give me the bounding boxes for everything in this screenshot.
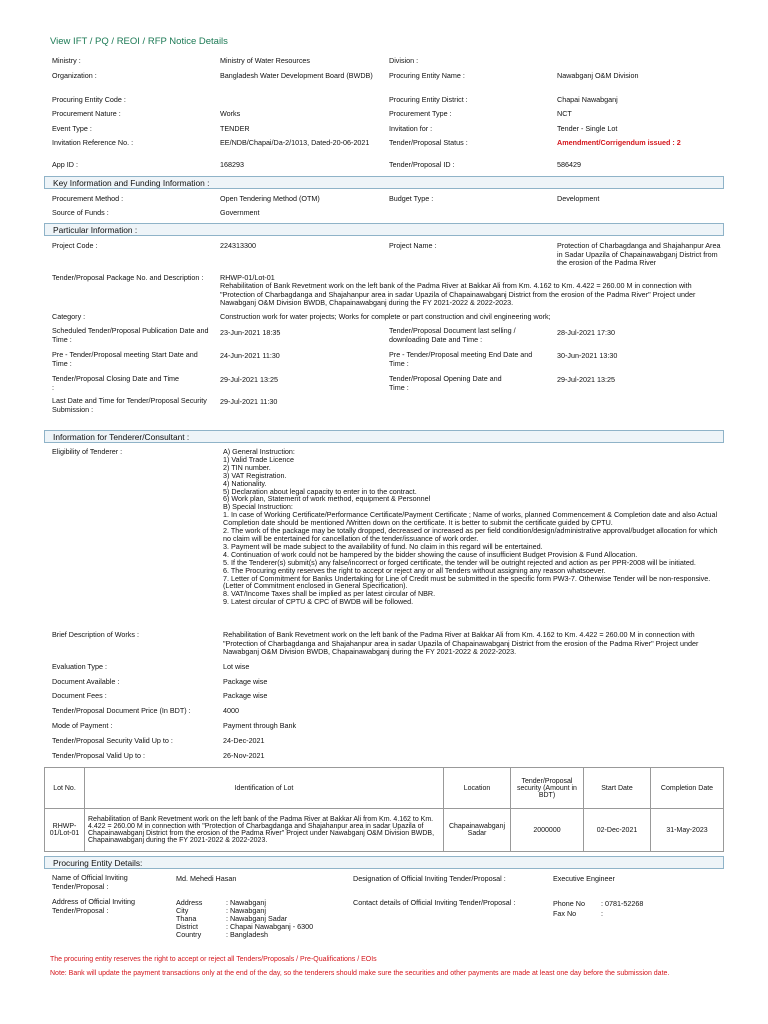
doc-price-value: 4000 xyxy=(223,706,239,715)
project-code-label: Project Code : xyxy=(52,241,98,250)
status-link[interactable]: Amendment/Corrigendum issued : 2 xyxy=(557,138,681,147)
project-code-value: 224313300 xyxy=(220,241,256,250)
eval-label: Evaluation Type : xyxy=(52,662,108,671)
proc-type-value: NCT xyxy=(557,109,572,118)
app-id-label: App ID : xyxy=(52,160,78,169)
page-title: View IFT / PQ / REOI / RFP Notice Details xyxy=(50,36,228,47)
eligibility-label: Eligibility of Tenderer : xyxy=(52,447,123,456)
pe-code-label: Procuring Entity Code : xyxy=(52,95,126,104)
eligibility-line: 6) Work plan, Statement of work method, equipment & Personnel xyxy=(223,494,431,504)
tenderer-header: Information for Tenderer/Consultant : xyxy=(44,430,724,443)
division-label: Division : xyxy=(389,56,419,65)
eligibility-line: B) Special Instruction: xyxy=(223,502,293,512)
pe-details-header: Procuring Entity Details: xyxy=(44,856,724,869)
valid-value: 26-Nov-2021 xyxy=(223,751,265,760)
lot-table xyxy=(44,767,724,852)
method-value: Open Tendering Method (OTM) xyxy=(220,194,320,203)
address-key: Country xyxy=(176,929,202,939)
col-completion: Completion Date xyxy=(651,768,724,809)
ministry-label: Ministry : xyxy=(52,56,81,65)
package-no: RHWP-01/Lot-01 xyxy=(220,273,275,282)
designation-label: Designation of Official Inviting Tender/Proposal : xyxy=(353,874,506,883)
address-label: Address of Official Inviting Tender/Proposal : xyxy=(52,897,135,915)
address-key: City xyxy=(176,905,189,915)
address-value: : Bangladesh xyxy=(226,929,268,939)
official-name-label: Name of Official Inviting Tender/Proposal : xyxy=(52,873,128,891)
pe-name-value: Nawabganj O&M Division xyxy=(557,71,639,80)
address-keys xyxy=(176,899,202,939)
opening-label: Tender/Proposal Opening Date and Time : xyxy=(389,374,502,392)
valid-label: Tender/Proposal Valid Up to : xyxy=(52,751,145,760)
doc-price-label: Tender/Proposal Document Price (In BDT) : xyxy=(52,706,191,715)
col-start: Start Date xyxy=(584,768,651,809)
app-id-value: 168293 xyxy=(220,160,244,169)
security-last-label: Last Date and Time for Tender/Proposal Security Submission : xyxy=(52,396,207,414)
pre-start-label: Pre - Tender/Proposal meeting Start Date and Time : xyxy=(52,350,198,368)
col-security: Tender/Proposal security (Amount in BDT) xyxy=(511,768,584,809)
designation-value: Executive Engineer xyxy=(553,874,615,883)
doc-last-label: Tender/Proposal Document last selling / downloading Date and Time : xyxy=(389,326,516,344)
eligibility-line: 5. If the Tenderer(s) submit(s) any false/incorrect or forged certificate, the tender will be outright rejected and action as per PPR-2008 will be initiated. xyxy=(223,557,696,567)
doc-last-value: 28-Jul-2021 17:30 xyxy=(557,328,615,337)
eligibility-line: 4) Nationality. xyxy=(223,478,267,488)
pe-name-label: Procuring Entity Name : xyxy=(389,71,465,80)
fax-label: Fax No xyxy=(553,909,577,918)
pre-end-value: 30-Jun-2021 13:30 xyxy=(557,351,618,360)
eligibility-line: 5) Declaration about legal capacity to enter in to the contract. xyxy=(223,486,417,496)
cell-security: 2000000 xyxy=(511,809,584,852)
particular-header: Particular Information : xyxy=(44,223,724,236)
key-info-header: Key Information and Funding Information : xyxy=(44,176,724,189)
cell-location: Chapainawabganj Sadar xyxy=(444,809,511,852)
bank-note: Note: Bank will update the payment transactions only at the end of the day, so the tenderers should make sure the securities and other payments are made at least one day before the submission date. xyxy=(50,970,670,977)
closing-value: 29-Jul-2021 13:25 xyxy=(220,375,278,384)
address-key: Address xyxy=(176,898,203,907)
pre-end-label: Pre - Tender/Proposal meeting End Date and Time : xyxy=(389,350,533,368)
security-last-value: 29-Jul-2021 11:30 xyxy=(220,397,278,406)
category-label: Category : xyxy=(52,312,86,321)
inv-ref-value: EE/NDB/Chapai/Da-2/1013, Dated-20-06-2021 xyxy=(220,138,370,147)
payment-label: Mode of Payment : xyxy=(52,721,113,730)
eligibility-line: A) General Instruction: xyxy=(223,447,295,456)
lot-table-header xyxy=(45,768,724,809)
project-name-value: Protection of Charbagdanga and Shajahanpur Area in Sadar Upazila of Chapainawabganj District from the erosion of the Padma River xyxy=(557,241,721,268)
doc-avail-label: Document Available : xyxy=(52,677,120,686)
pub-label: Scheduled Tender/Proposal Publication Date and Time : xyxy=(52,326,209,344)
event-type-value: TENDER xyxy=(220,124,250,133)
col-identification: Identification of Lot xyxy=(85,768,444,809)
contact-label: Contact details of Official Inviting Tender/Proposal : xyxy=(353,898,516,907)
doc-fees-label: Document Fees : xyxy=(52,691,107,700)
pe-district-value: Chapai Nawabganj xyxy=(557,95,618,104)
official-name-value: Md. Mehedi Hasan xyxy=(176,874,237,883)
package-desc: Rehabilitation of Bank Revetment work on the left bank of the Padma River at Bakkar Ali from Km. 4.162 to Km. 4.422 = 260.00 M in connection with "Protection of Charbagdanga and Shajahanpur area in sadar Upazila of Chapainawabganj District from the erosion of the Padma River" Project under Nawabganj O&M Division BWDB, Chapainawabganj during the FY 2021-2022 & 2022-2023. xyxy=(220,281,696,308)
category-value: Construction work for water projects; Works for complete or part construction and civil engineering work; xyxy=(220,312,551,321)
eligibility-line: 2. The work of the package may be totally dropped, decreased or increased as per field condition/design/administrative approval/budget allocation for which no claim will be entertained for cancellation of the tender/issuance of work order. xyxy=(223,526,718,543)
budget-label: Budget Type : xyxy=(389,194,434,203)
doc-avail-value: Package wise xyxy=(223,677,268,686)
sec-valid-label: Tender/Proposal Security Valid Up to : xyxy=(52,736,173,745)
pre-start-value: 24-Jun-2021 11:30 xyxy=(220,351,280,360)
cell-identification: Rehabilitation of Bank Revetment work on the left bank of the Padma River at Bakkar Ali from Km. 4.162 to Km. 4.422 = 260.00 M in connection with "Protection of Charbagdanga and Shajahanpur area in sadar Upazila of Chapainawabganj District from the erosion of the Padma River" Project under Nawabganj O&M Division BWDB, Chapainawabganj during the FY 2021-2022 & 2022-2023. xyxy=(85,809,444,852)
eligibility-line: 9. Latest circular of CPTU & CPC of BWDB will be followed. xyxy=(223,597,414,607)
nature-label: Procurement Nature : xyxy=(52,109,121,118)
eligibility-line: 2) TIN number. xyxy=(223,462,271,472)
doc-fees-value: Package wise xyxy=(223,691,268,700)
budget-value: Development xyxy=(557,194,600,203)
event-type-label: Event Type : xyxy=(52,124,92,133)
invitation-for-label: Invitation for : xyxy=(389,124,433,133)
eligibility-line: 6. The Procuring entity reserves the right to accept or reject any or all Tenders without assigning any reason whatsoever. xyxy=(223,565,606,575)
method-label: Procurement Method : xyxy=(52,194,124,203)
brief-label: Brief Description of Works : xyxy=(52,630,139,639)
invitation-for-value: Tender - Single Lot xyxy=(557,124,618,133)
sec-valid-value: 24-Dec-2021 xyxy=(223,736,265,745)
opening-value: 29-Jul-2021 13:25 xyxy=(557,375,615,384)
phone-label: Phone No xyxy=(553,899,585,908)
address-value: : Nawabganj xyxy=(226,898,266,907)
eligibility-line: 4. Continuation of work could not be hampered by the bidder showing the cause of insufficient Budget Provision & Fund Allocation. xyxy=(223,549,638,559)
organization-value: Bangladesh Water Development Board (BWDB) xyxy=(220,71,373,80)
address-value: : Nawabganj Sadar xyxy=(226,913,288,923)
funds-value: Government xyxy=(220,208,260,217)
eligibility-line: 7. Letter of Commitment for Banks Undertaking for Line of Credit must be submitted in the specific form PW3-7. Otherwise Tender will be non-responsive.(Letter of Commitment enclosed in General Specification). xyxy=(223,573,711,591)
ministry-value: Ministry of Water Resources xyxy=(220,56,310,65)
address-key: District xyxy=(176,921,198,931)
col-location: Location xyxy=(444,768,511,809)
eligibility-line: 1) Valid Trade Licence xyxy=(223,454,294,464)
phone-value: : 0781-52268 xyxy=(601,899,644,908)
payment-value: Payment through Bank xyxy=(223,721,297,730)
pub-value: 23-Jun-2021 18:35 xyxy=(220,328,281,337)
pe-district-label: Procuring Entity District : xyxy=(389,95,468,104)
funds-label: Source of Funds : xyxy=(52,208,109,217)
project-name-label: Project Name : xyxy=(389,241,437,250)
status-label: Tender/Proposal Status : xyxy=(389,138,468,147)
inv-ref-label: Invitation Reference No. : xyxy=(52,138,134,147)
tender-id-value: 586429 xyxy=(557,160,581,169)
eligibility-line: 3. Payment will be made subject to the availability of fund. No claim in this regard will be entertained. xyxy=(223,541,543,551)
eligibility-line: 3) VAT Registration. xyxy=(223,470,287,480)
proc-type-label: Procurement Type : xyxy=(389,109,452,118)
closing-label: Tender/Proposal Closing Date and Time : xyxy=(52,374,180,392)
cell-start: 02-Dec-2021 xyxy=(584,809,651,852)
address-values xyxy=(226,899,313,939)
brief-value: Rehabilitation of Bank Revetment work on the left bank of the Padma River at Bakkar Ali from Km. 4.162 to Km. 4.422 = 260.00 M in connection with "Protection of Charbagdanga and Shajahanpur area in sadar Upazila of Chapainawabganj District from the erosion of the Padma River" Project under Nawabganj O&M Division BWDB, Chapainawabganj during the FY 2021-2022 & 2022-2023. xyxy=(223,630,699,657)
address-value: : Nawabganj xyxy=(226,905,266,915)
eval-value: Lot wise xyxy=(223,662,250,671)
table-row xyxy=(45,809,724,852)
eligibility-line: 1. In case of Working Certificate/Performance Certificate/Payment Certificate ; Name of works, planned Commencement & Completion date and also Actual Completion date should be mentioned /Written down on the certificate. It is better to submit the certificate guided by CPTU. xyxy=(223,510,718,528)
cell-completion: 31-May-2023 xyxy=(651,809,724,852)
col-lot-no: Lot No. xyxy=(45,768,85,809)
address-key: Thana xyxy=(176,913,197,923)
fax-value: : xyxy=(601,909,603,918)
package-label: Tender/Proposal Package No. and Description : xyxy=(52,273,204,282)
eligibility-line: 8. VAT/Income Taxes shall be implied as per latest circular of NBR. xyxy=(223,589,436,599)
tender-id-label: Tender/Proposal ID : xyxy=(389,160,455,169)
nature-value: Works xyxy=(220,109,241,118)
reserve-note: The procuring entity reserves the right to accept or reject all Tenders/Proposals / Pre-Qualifications / EOIs xyxy=(50,956,377,963)
organization-label: Organization : xyxy=(52,71,97,80)
eligibility-text xyxy=(223,448,720,606)
cell-lot-no: RHWP-01/Lot-01 xyxy=(45,809,85,852)
address-value: : Chapai Nawabganj - 6300 xyxy=(226,921,314,931)
